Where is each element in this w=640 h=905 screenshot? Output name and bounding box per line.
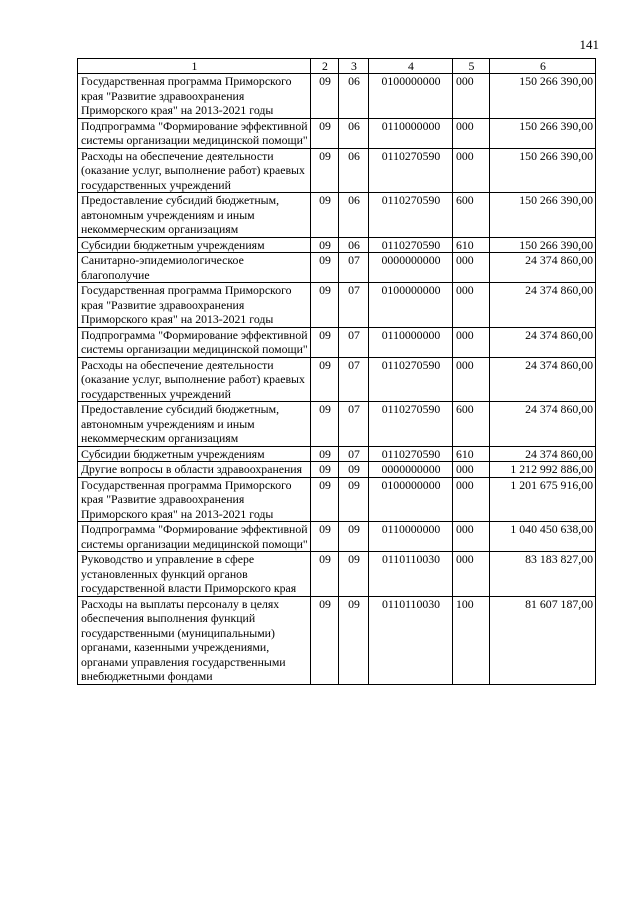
subsection-code-cell: 07 — [339, 402, 369, 447]
row-name-cell: Подпрограмма "Формирование эффективной системы организации медицинской помощи" — [78, 118, 311, 148]
expense-type-cell: 000 — [453, 552, 490, 597]
table-row — [78, 253, 596, 283]
subsection-code-cell: 07 — [339, 253, 369, 283]
subsection-code-cell: 09 — [339, 552, 369, 597]
table-row — [78, 283, 596, 328]
target-article-cell: 0110270590 — [369, 402, 453, 447]
section-code-cell: 09 — [311, 596, 339, 684]
amount-cell: 150 266 390,00 — [490, 118, 596, 148]
amount-cell: 150 266 390,00 — [490, 193, 596, 238]
budget-table — [77, 58, 596, 685]
section-code-cell: 09 — [311, 357, 339, 402]
expense-type-cell: 600 — [453, 402, 490, 447]
amount-cell: 150 266 390,00 — [490, 148, 596, 193]
amount-cell: 24 374 860,00 — [490, 327, 596, 357]
target-article-cell: 0110270590 — [369, 148, 453, 193]
page-number: 141 — [579, 37, 599, 52]
section-code-cell: 09 — [311, 402, 339, 447]
subsection-code-cell: 07 — [339, 446, 369, 462]
row-name-cell: Предоставление субсидий бюджетным, автономным учреждениям и иным некоммерческим организациям — [78, 193, 311, 238]
column-header: 5 — [453, 59, 490, 74]
amount-cell: 24 374 860,00 — [490, 283, 596, 328]
row-name-cell: Подпрограмма "Формирование эффективной системы организации медицинской помощи" — [78, 522, 311, 552]
table-row — [78, 237, 596, 253]
subsection-code-cell: 07 — [339, 327, 369, 357]
amount-cell: 150 266 390,00 — [490, 74, 596, 119]
target-article-cell: 0110270590 — [369, 237, 453, 253]
row-name-cell: Расходы на обеспечение деятельности (оказание услуг, выполнение работ) краевых государственных учреждений — [78, 357, 311, 402]
subsection-code-cell: 09 — [339, 477, 369, 522]
column-header: 4 — [369, 59, 453, 74]
amount-cell: 1 201 675 916,00 — [490, 477, 596, 522]
expense-type-cell: 610 — [453, 237, 490, 253]
expense-type-cell: 000 — [453, 118, 490, 148]
expense-type-cell: 000 — [453, 462, 490, 478]
expense-type-cell: 610 — [453, 446, 490, 462]
target-article-cell: 0100000000 — [369, 283, 453, 328]
amount-cell: 24 374 860,00 — [490, 357, 596, 402]
amount-cell: 24 374 860,00 — [490, 446, 596, 462]
row-name-cell: Государственная программа Приморского края "Развитие здравоохранения Приморского края" на 2013-2021 годы — [78, 74, 311, 119]
amount-cell: 24 374 860,00 — [490, 253, 596, 283]
expense-type-cell: 000 — [453, 283, 490, 328]
table-header-row — [78, 59, 596, 74]
expense-type-cell: 000 — [453, 522, 490, 552]
row-name-cell: Государственная программа Приморского края "Развитие здравоохранения Приморского края" на 2013-2021 годы — [78, 283, 311, 328]
section-code-cell: 09 — [311, 283, 339, 328]
expense-type-cell: 000 — [453, 253, 490, 283]
table-row — [78, 522, 596, 552]
expense-type-cell: 600 — [453, 193, 490, 238]
section-code-cell: 09 — [311, 253, 339, 283]
table-row — [78, 357, 596, 402]
expense-type-cell: 000 — [453, 477, 490, 522]
expense-type-cell: 000 — [453, 74, 490, 119]
row-name-cell: Предоставление субсидий бюджетным, автономным учреждениям и иным некоммерческим организациям — [78, 402, 311, 447]
row-name-cell: Расходы на обеспечение деятельности (оказание услуг, выполнение работ) краевых государственных учреждений — [78, 148, 311, 193]
row-name-cell: Подпрограмма "Формирование эффективной системы организации медицинской помощи" — [78, 327, 311, 357]
target-article-cell: 0000000000 — [369, 253, 453, 283]
table-row — [78, 446, 596, 462]
row-name-cell: Санитарно-эпидемиологическое благополучие — [78, 253, 311, 283]
subsection-code-cell: 06 — [339, 193, 369, 238]
subsection-code-cell: 07 — [339, 283, 369, 328]
column-header: 3 — [339, 59, 369, 74]
table-row — [78, 74, 596, 119]
row-name-cell: Руководство и управление в сфере установленных функций органов государственной власти Приморского края — [78, 552, 311, 597]
table-row — [78, 462, 596, 478]
section-code-cell: 09 — [311, 462, 339, 478]
subsection-code-cell: 06 — [339, 148, 369, 193]
section-code-cell: 09 — [311, 477, 339, 522]
expense-type-cell: 100 — [453, 596, 490, 684]
target-article-cell: 0110270590 — [369, 357, 453, 402]
section-code-cell: 09 — [311, 74, 339, 119]
target-article-cell: 0000000000 — [369, 462, 453, 478]
row-name-cell: Государственная программа Приморского края "Развитие здравоохранения Приморского края" на 2013-2021 годы — [78, 477, 311, 522]
expense-type-cell: 000 — [453, 148, 490, 193]
target-article-cell: 0100000000 — [369, 477, 453, 522]
target-article-cell: 0110110030 — [369, 552, 453, 597]
target-article-cell: 0110000000 — [369, 327, 453, 357]
subsection-code-cell: 06 — [339, 118, 369, 148]
amount-cell: 1 212 992 886,00 — [490, 462, 596, 478]
subsection-code-cell: 07 — [339, 357, 369, 402]
subsection-code-cell: 09 — [339, 462, 369, 478]
section-code-cell: 09 — [311, 193, 339, 238]
target-article-cell: 0110000000 — [369, 118, 453, 148]
section-code-cell: 09 — [311, 327, 339, 357]
table-row — [78, 327, 596, 357]
section-code-cell: 09 — [311, 237, 339, 253]
row-name-cell: Субсидии бюджетным учреждениям — [78, 446, 311, 462]
section-code-cell: 09 — [311, 148, 339, 193]
target-article-cell: 0100000000 — [369, 74, 453, 119]
amount-cell: 83 183 827,00 — [490, 552, 596, 597]
amount-cell: 150 266 390,00 — [490, 237, 596, 253]
target-article-cell: 0110270590 — [369, 193, 453, 238]
subsection-code-cell: 06 — [339, 237, 369, 253]
subsection-code-cell: 09 — [339, 596, 369, 684]
column-header: 2 — [311, 59, 339, 74]
table-row — [78, 193, 596, 238]
amount-cell: 1 040 450 638,00 — [490, 522, 596, 552]
target-article-cell: 0110110030 — [369, 596, 453, 684]
subsection-code-cell: 09 — [339, 522, 369, 552]
expense-type-cell: 000 — [453, 357, 490, 402]
section-code-cell: 09 — [311, 552, 339, 597]
table-row — [78, 402, 596, 447]
subsection-code-cell: 06 — [339, 74, 369, 119]
table-row — [78, 477, 596, 522]
row-name-cell: Другие вопросы в области здравоохранения — [78, 462, 311, 478]
section-code-cell: 09 — [311, 446, 339, 462]
column-header: 6 — [490, 59, 596, 74]
section-code-cell: 09 — [311, 522, 339, 552]
table-body — [78, 74, 596, 685]
row-name-cell: Расходы на выплаты персоналу в целях обеспечения выполнения функций государственными (муниципальными) органами, казенными учреждениями, органами управления государственными внебюджетными фондами — [78, 596, 311, 684]
row-name-cell: Субсидии бюджетным учреждениям — [78, 237, 311, 253]
target-article-cell: 0110000000 — [369, 522, 453, 552]
table-row — [78, 118, 596, 148]
amount-cell: 24 374 860,00 — [490, 402, 596, 447]
table-row — [78, 552, 596, 597]
amount-cell: 81 607 187,00 — [490, 596, 596, 684]
table-row — [78, 596, 596, 684]
column-header: 1 — [78, 59, 311, 74]
expense-type-cell: 000 — [453, 327, 490, 357]
target-article-cell: 0110270590 — [369, 446, 453, 462]
table-row — [78, 148, 596, 193]
section-code-cell: 09 — [311, 118, 339, 148]
